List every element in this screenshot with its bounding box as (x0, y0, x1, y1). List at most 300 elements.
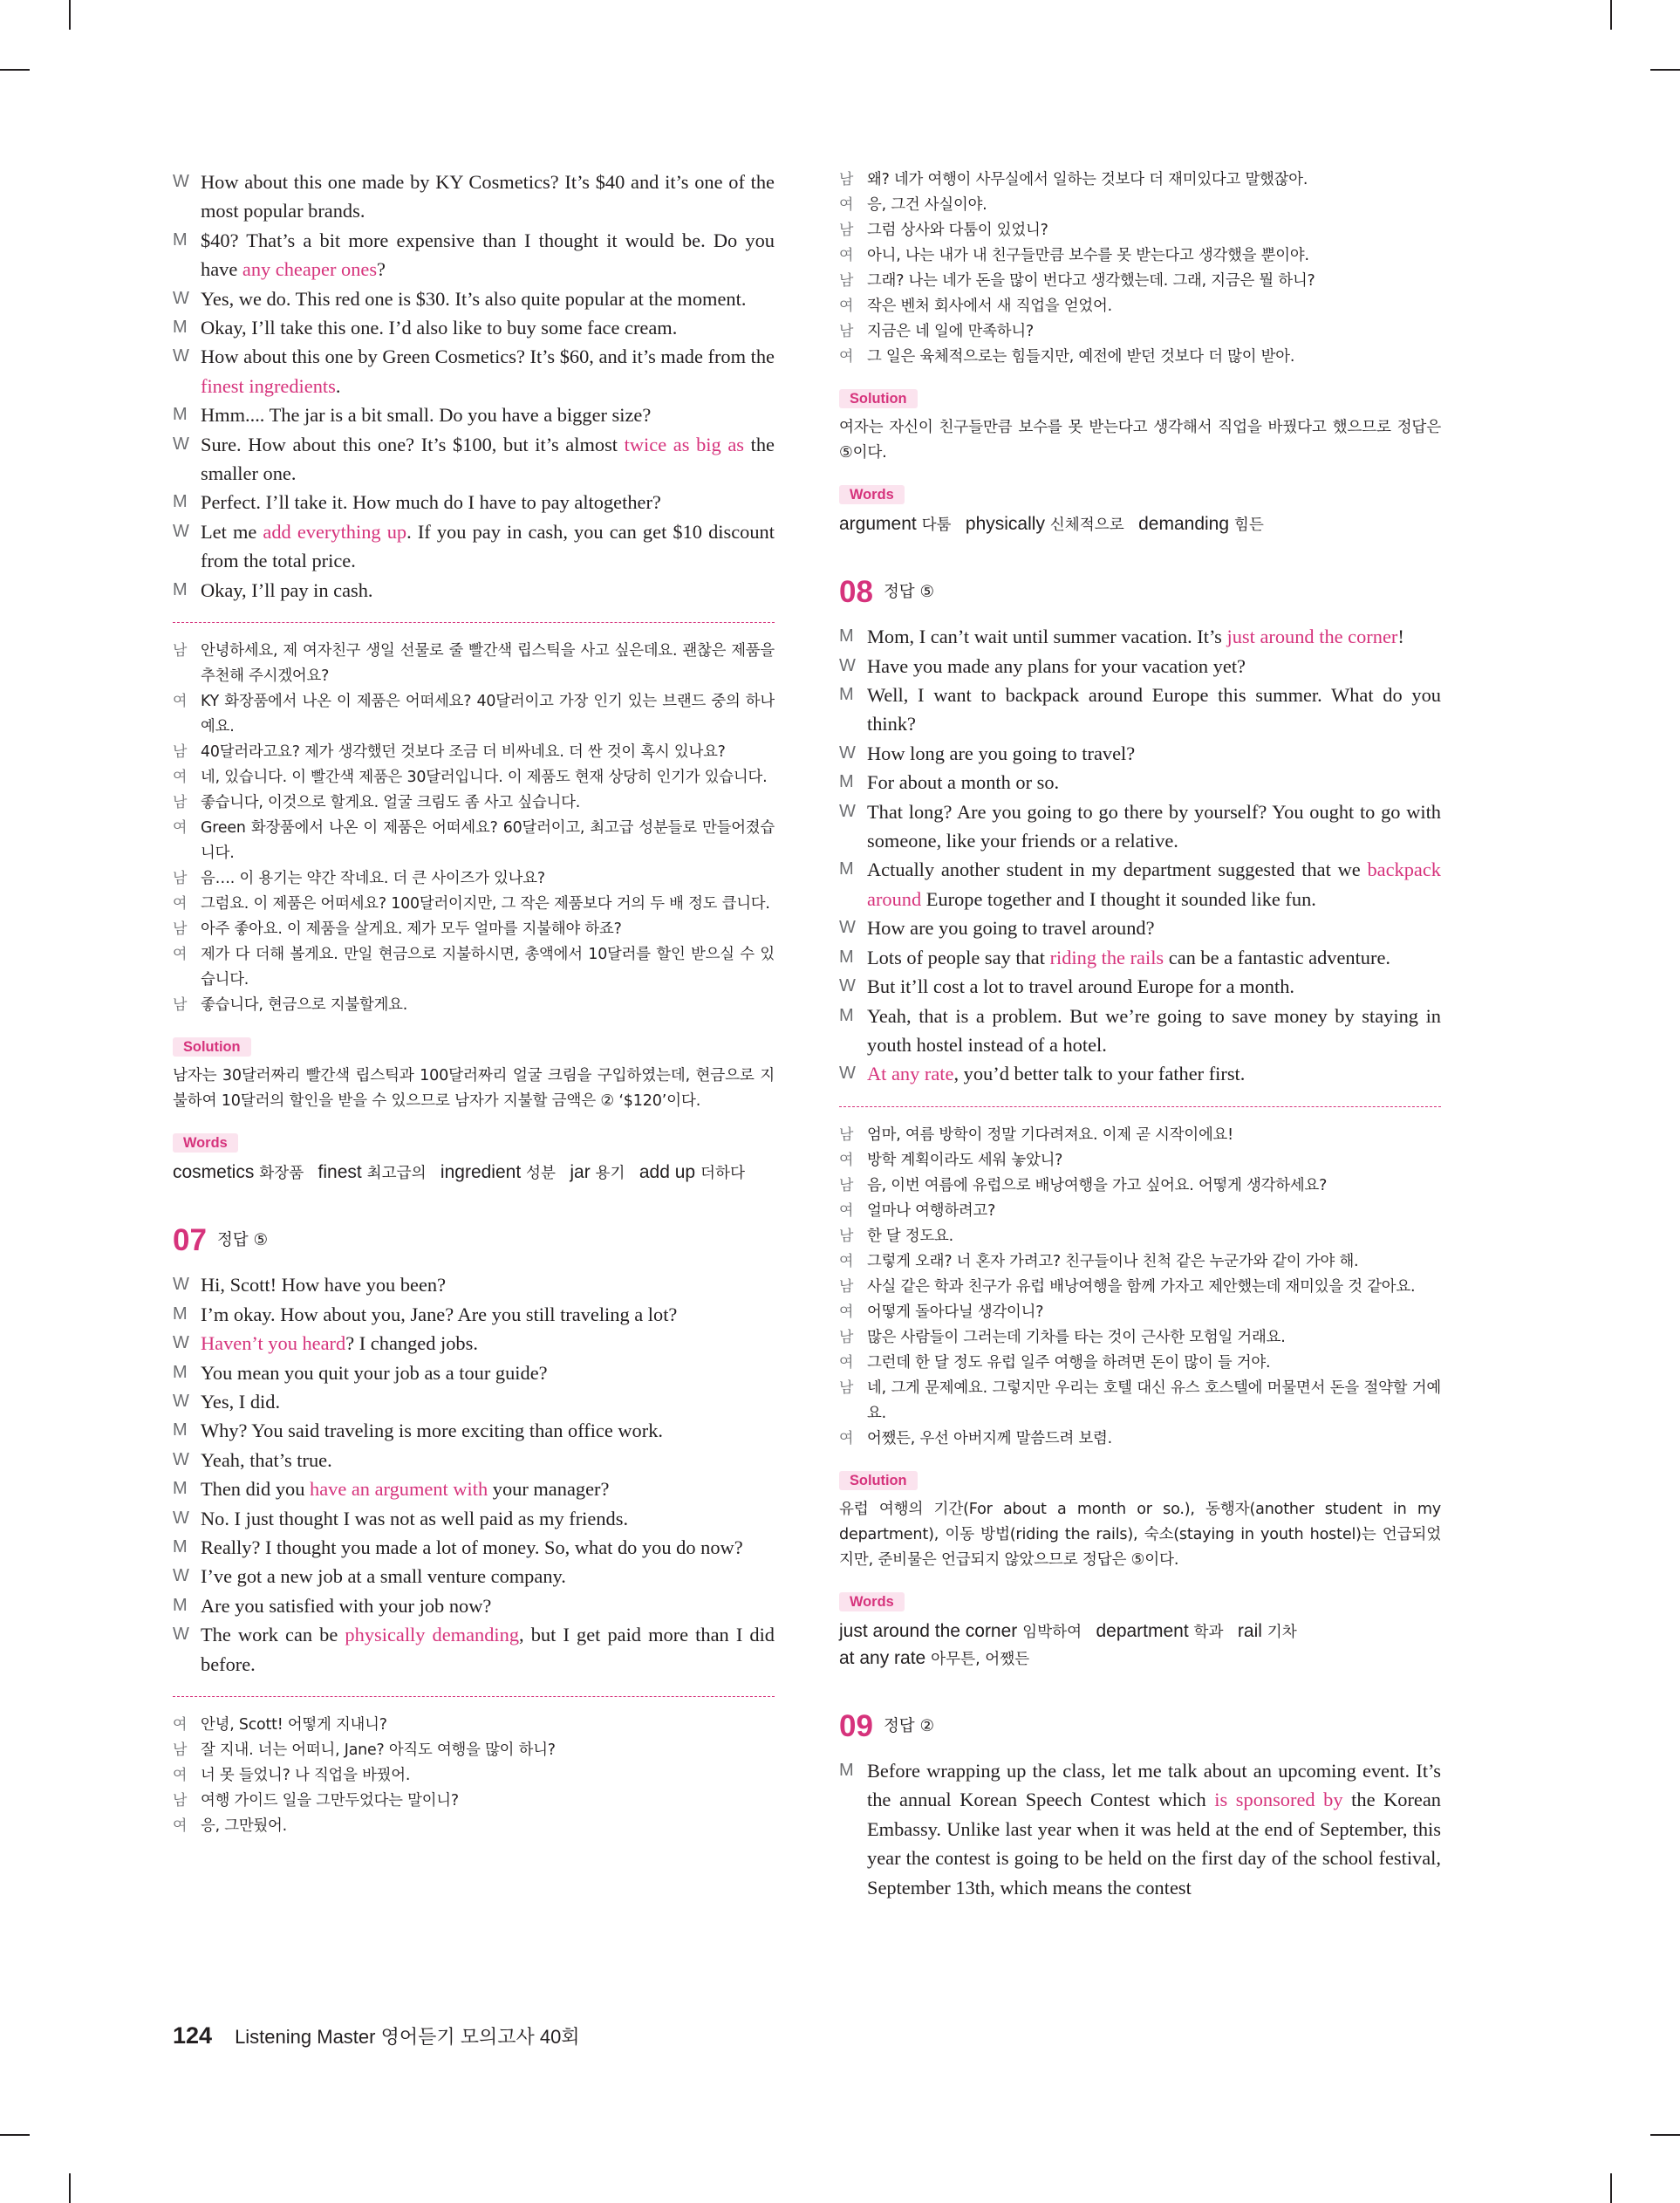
speaker-label: W (839, 742, 856, 763)
translation-text: 여행 가이드 일을 그만두었다는 말이니? (201, 1792, 459, 1810)
speaker-label: W (839, 918, 856, 938)
translation-text: 네, 그게 문제예요. 그렇지만 우리는 호텔 대신 유스 호스텔에 머물면서 돈을 절약할 거예요. (867, 1379, 1441, 1422)
translation-text: 그래? 나는 네가 돈을 많이 번다고 생각했는데. 그래, 지금은 뭘 하니? (867, 272, 1315, 290)
dialogue-text: Lots of people say that (867, 946, 1050, 968)
dialogue-text: Sure. How about this one? It’s $100, but it’s almost (201, 433, 625, 455)
translation-line (173, 1738, 775, 1763)
translation-line (173, 790, 775, 816)
translation-line (173, 816, 775, 866)
speaker-label: W (839, 801, 856, 821)
words-badge: Words (839, 485, 905, 504)
highlighted-phrase: riding the rails (1049, 946, 1164, 968)
word-kr: 아무튼, 어쨌든 (931, 1650, 1030, 1668)
speaker-label: 여 (173, 1817, 188, 1836)
dialogue-q06-continued (173, 168, 775, 605)
words-list (839, 1618, 1441, 1673)
dialogue-line (839, 681, 1441, 739)
dialogue-text: The work can be (201, 1624, 345, 1646)
dialogue-q07 (173, 1270, 775, 1679)
speaker-label: 남 (173, 642, 188, 660)
translation-text: 그럼요. 이 제품은 어떠세요? 100달러이지만, 그 작은 제품보다 거의 두 배 정도 큽니다. (201, 895, 770, 913)
dialogue-line (839, 943, 1441, 972)
translation-line (839, 1300, 1441, 1325)
speaker-label: 남 (839, 171, 854, 188)
speaker-label: W (173, 1508, 189, 1528)
speaker-label: M (839, 1005, 854, 1025)
word-en: rail (1237, 1620, 1262, 1641)
word-kr: 임박하여 (1022, 1623, 1082, 1641)
speaker-label: 여 (839, 1201, 854, 1220)
speaker-label: M (839, 685, 854, 705)
highlighted-phrase: Haven’t you heard (201, 1332, 346, 1355)
dialogue-text: Okay, I’ll pay in cash. (201, 578, 373, 601)
highlighted-phrase: finest ingredients (201, 374, 336, 397)
translation-q07-part1 (173, 1713, 775, 1839)
highlighted-phrase: twice as big as (624, 433, 744, 455)
dialogue-text: ! (1397, 626, 1404, 648)
speaker-label: M (173, 1420, 188, 1440)
solution-badge: Solution (839, 1471, 918, 1490)
speaker-label: W (173, 346, 189, 366)
translation-text: 얼마나 여행하려고? (867, 1201, 996, 1220)
translation-text: 응, 그만뒀어. (201, 1817, 287, 1836)
crop-mark (1610, 0, 1612, 30)
dialogue-line (173, 226, 775, 284)
speaker-label: W (173, 1391, 189, 1411)
dialogue-text: Have you made any plans for your vacation yet? (867, 654, 1246, 677)
speaker-label: 여 (173, 895, 188, 913)
solution-section (839, 370, 1441, 466)
speaker-label: W (173, 1566, 189, 1586)
highlighted-phrase: physically demanding (345, 1624, 520, 1646)
word-en: add up (639, 1162, 696, 1183)
dialogue-line (173, 488, 775, 517)
translation-line (173, 1789, 775, 1814)
page-footer (173, 2022, 580, 2049)
dialogue-text: Hmm.... The jar is a bit small. Do you have a bigger size? (201, 404, 652, 427)
speaker-label: 여 (839, 196, 854, 214)
highlighted-phrase: is sponsored by (1214, 1789, 1343, 1811)
speaker-label: W (173, 1333, 189, 1353)
answer-label: 정답 ② (883, 1716, 935, 1735)
dialogue-text: Mom, I can’t wait until summer vacation. It’s (867, 626, 1227, 648)
speaker-label: W (839, 976, 856, 996)
highlighted-phrase: At any rate (867, 1063, 954, 1085)
dialogue-text: the Korean Embassy. Unlike last year when it was held at the end of September, this year the contest is going to be held on the first day of the school festival, September 13th, which means the contest (867, 1789, 1442, 1899)
translation-line (173, 1814, 775, 1839)
translation-q06 (173, 639, 775, 1018)
translation-line (839, 1123, 1441, 1148)
speaker-label: 남 (839, 1176, 854, 1194)
speaker-label: M (173, 1595, 188, 1615)
translation-line (173, 993, 775, 1018)
speaker-label: 여 (839, 247, 854, 264)
translation-line (173, 765, 775, 790)
words-line (839, 511, 1441, 538)
word-kr: 기차 (1267, 1623, 1297, 1641)
translation-line (839, 269, 1441, 294)
speaker-label: 남 (839, 272, 854, 290)
dialogue-line (173, 1329, 775, 1358)
translation-line (839, 1325, 1441, 1351)
speaker-label: W (173, 1275, 189, 1295)
word-kr: 더하다 (700, 1165, 745, 1183)
words-list (839, 511, 1441, 538)
dashed-divider (839, 1106, 1441, 1107)
dialogue-text: Let me (201, 520, 263, 543)
word-en: cosmetics (173, 1162, 255, 1183)
solution-text: 남자는 30달러짜리 빨간색 립스틱과 100달러짜리 얼굴 크림을 구입하였는데, 현금으로 지불하여 10달러의 할인을 받을 수 있으므로 남자가 지불할 금액은 ② ‘$120’이다. (173, 1067, 775, 1111)
translation-line (839, 1426, 1441, 1452)
speaker-label: M (173, 492, 188, 512)
translation-line (839, 193, 1441, 218)
question-header-08 (839, 573, 1441, 612)
word-kr: 화장품 (259, 1165, 304, 1183)
word-kr: 학과 (1193, 1623, 1224, 1641)
speaker-label: 남 (173, 1792, 188, 1810)
translation-text: 그 일은 육체적으로는 힘들지만, 예전에 받던 것보다 더 많이 받아. (867, 348, 1295, 366)
dialogue-text: Yeah, that’s true. (201, 1448, 332, 1471)
translation-text: 엄마, 여름 방학이 정말 기다려져요. 이제 곧 시작이에요! (867, 1125, 1233, 1144)
dialogue-line (173, 1591, 775, 1620)
dialogue-text: For about a month or so. (867, 771, 1060, 794)
speaker-label: W (173, 288, 189, 308)
dialogue-text: How are you going to travel around? (867, 917, 1155, 940)
solution-text: 여자는 자신이 친구들만큼 보수를 못 받는다고 생각해서 직업을 바꿨다고 했으므로 정답은 ⑤이다. (839, 419, 1441, 462)
translation-line (173, 866, 775, 892)
speaker-label: 남 (839, 222, 854, 239)
crop-mark (1650, 2134, 1680, 2136)
dialogue-text: the smaller one. (201, 433, 775, 485)
crop-mark (0, 69, 30, 71)
dialogue-text: Well, I want to backpack around Europe this summer. What do you think? (867, 684, 1441, 735)
words-badge: Words (173, 1133, 238, 1153)
speaker-label: 여 (839, 1353, 854, 1372)
speaker-label: 여 (173, 819, 188, 838)
speaker-label: 남 (173, 794, 188, 812)
dialogue-line (173, 168, 775, 226)
dialogue-text: You mean you quit your job as a tour guide? (201, 1361, 548, 1384)
translation-text: KY 화장품에서 나온 이 제품은 어떠세요? 40달러이고 가장 인기 있는 브랜드 중의 하나예요. (201, 693, 775, 736)
solution-badge: Solution (839, 389, 918, 408)
dialogue-text: How long are you going to travel? (867, 742, 1136, 764)
dialogue-line (173, 1416, 775, 1445)
dialogue-text: Are you satisfied with your job now? (201, 1594, 492, 1617)
translation-line (173, 639, 775, 689)
word-en: just around the corner (839, 1620, 1018, 1641)
dialogue-line (839, 622, 1441, 651)
speaker-label: M (173, 1362, 188, 1382)
words-line (839, 1618, 1441, 1645)
speaker-label: M (173, 1303, 188, 1324)
speaker-label: M (839, 772, 854, 792)
dashed-divider (173, 1696, 775, 1697)
highlighted-phrase: backpack around (867, 859, 1441, 910)
left-column (173, 168, 775, 1839)
dialogue-line (173, 576, 775, 605)
speaker-label: W (173, 1449, 189, 1469)
solution-section (173, 1018, 775, 1114)
speaker-label: W (173, 172, 189, 191)
question-header-07 (173, 1221, 775, 1260)
speaker-label: 남 (173, 920, 188, 939)
speaker-label: 여 (173, 693, 188, 711)
translation-text: 어떻게 돌아다닐 생각이니? (867, 1303, 1044, 1321)
dialogue-line (173, 1533, 775, 1562)
translation-text: Green 화장품에서 나온 이 제품은 어떠세요? 60달러이고, 최고급 성분들로 만들어졌습니다. (201, 819, 775, 863)
crop-mark (0, 2134, 30, 2136)
speaker-label: M (839, 626, 854, 647)
translation-line (839, 345, 1441, 370)
speaker-label: 여 (173, 946, 188, 964)
translation-text: 사실 같은 학과 친구가 유럽 배낭여행을 함께 가자고 제안했는데 재미있을 것 같아요. (867, 1277, 1416, 1296)
dialogue-text: $40? That’s a bit more expensive than I thought it would be. Do you have (201, 229, 775, 281)
translation-q08 (839, 1123, 1441, 1452)
dialogue-text: Then did you (201, 1478, 310, 1501)
page-number: 124 (173, 2022, 213, 2049)
dialogue-text: How about this one made by KY Cosmetics? It’s $40 and it’s one of the most popular brands. (201, 171, 775, 222)
highlighted-phrase: any cheaper ones (242, 258, 378, 281)
word-kr: 최고급의 (366, 1165, 427, 1183)
speaker-label: 여 (173, 769, 188, 787)
speaker-label: W (173, 521, 189, 541)
translation-text: 응, 그건 사실이야. (867, 196, 987, 214)
translation-line (173, 1763, 775, 1789)
solution-section (839, 1452, 1441, 1573)
word-kr: 힘든 (1233, 517, 1264, 534)
dialogue-line (173, 342, 775, 400)
dialogue-line (839, 855, 1441, 913)
translation-line (839, 218, 1441, 243)
translation-text: 아주 좋아요. 이 제품을 살게요. 제가 모두 얼마를 지불해야 하죠? (201, 920, 622, 939)
translation-text: 음, 이번 여름에 유럽으로 배낭여행을 가고 싶어요. 어떻게 생각하세요? (867, 1176, 1328, 1194)
dialogue-line (173, 313, 775, 342)
speaker-label: 여 (839, 1429, 854, 1447)
dialogue-text: Yes, we do. This red one is $30. It’s also quite popular at the moment. (201, 287, 747, 310)
word-en: argument (839, 514, 917, 534)
dialogue-line (173, 1474, 775, 1503)
dialogue-line (839, 1002, 1441, 1060)
translation-text: 40달러라고요? 제가 생각했던 것보다 조금 더 비싸네요. 더 싼 것이 혹시 있나요? (201, 743, 726, 762)
solution-text: 유럽 여행의 기간(For about a month or so.), 동행자(another student in my department), 이동 방법(riding the rails), 숙소(staying in youth hostel)는 언급되었지만, 준비물은 언급되지 않았으므로 정답은 ⑤이다. (839, 1500, 1441, 1569)
words-section (173, 1114, 775, 1187)
translation-line (839, 294, 1441, 319)
translation-text: 어쨌든, 우선 아버지께 말씀드려 보렴. (867, 1429, 1112, 1447)
dialogue-text: Why? You said traveling is more exciting than office work. (201, 1420, 664, 1442)
translation-line (839, 1376, 1441, 1426)
dialogue-line (173, 1620, 775, 1679)
translation-text: 그럼 상사와 다툼이 있었니? (867, 222, 1048, 239)
dialogue-text: your manager? (488, 1478, 610, 1501)
crop-mark (69, 2173, 71, 2203)
speaker-label: 남 (839, 323, 854, 340)
speaker-label: 여 (839, 348, 854, 366)
translation-text: 음…. 이 용기는 약간 작네요. 더 큰 사이즈가 있나요? (201, 870, 545, 888)
crop-mark (1610, 2173, 1612, 2203)
speaker-label: 남 (839, 1125, 854, 1144)
speaker-label: M (173, 1479, 188, 1499)
dialogue-text: How about this one by Green Cosmetics? It’s $60, and it’s made from the (201, 346, 775, 368)
question-number: 09 (839, 1708, 873, 1743)
book-title: Listening Master 영어듣기 모의고사 40회 (235, 2026, 580, 2048)
highlighted-phrase: just around the corner (1226, 626, 1398, 648)
dialogue-text: can be a fantastic adventure. (1164, 946, 1390, 968)
translation-text: 지금은 네 일에 만족하니? (867, 323, 1035, 340)
speaker-label: M (173, 1536, 188, 1556)
speaker-label: M (173, 318, 188, 338)
dialogue-text: Europe together and I thought it sounded like fun. (921, 887, 1316, 910)
word-en: jar (570, 1162, 591, 1183)
translation-text: 왜? 네가 여행이 사무실에서 일하는 것보다 더 재미있다고 말했잖아. (867, 171, 1308, 188)
dialogue-text: Perfect. I’ll take it. How much do I have to pay altogether? (201, 491, 661, 514)
dialogue-text: Before wrapping up the class, let me talk about an upcoming event. It’s the annual Korean Speech Contest which (867, 1759, 1441, 1811)
word-en: physically (965, 514, 1045, 534)
dialogue-text: I’ve got a new job at a small venture company. (201, 1565, 566, 1588)
dialogue-line (173, 517, 775, 576)
speaker-label: W (839, 655, 856, 675)
speaker-label: 남 (173, 996, 188, 1015)
dialogue-text: That long? Are you going to go there by yourself? You ought to go with someone, like your friends or a relative. (867, 800, 1441, 852)
dialogue-line (173, 1387, 775, 1416)
dialogue-line (173, 1358, 775, 1387)
speaker-label: W (173, 434, 189, 454)
answer-label: 정답 ⑤ (216, 1231, 269, 1250)
dialogue-text: , but I get paid more than I did before. (201, 1624, 775, 1675)
translation-text: 안녕하세요, 제 여자친구 생일 선물로 줄 빨간색 립스틱을 사고 싶은데요. 괜찮은 제품을 추천해 주시겠어요? (201, 642, 775, 686)
dialogue-text: ? I changed jobs. (345, 1332, 478, 1355)
dialogue-text: , you’d better talk to your father first. (953, 1063, 1246, 1085)
crop-mark (69, 0, 71, 30)
translation-text: 많은 사람들이 그러는데 기차를 타는 것이 근사한 모험일 거래요. (867, 1328, 1286, 1346)
dialogue-line (173, 430, 775, 489)
translation-text: 방학 계획이라도 세워 놓았니? (867, 1151, 1063, 1169)
dialogue-q08 (839, 622, 1441, 1089)
solution-badge: Solution (173, 1037, 251, 1057)
dialogue-text: Yeah, that is a problem. But we’re going to save money by staying in youth hostel instead of a hotel. (867, 1004, 1441, 1056)
speaker-label: M (839, 1760, 854, 1780)
translation-text: 좋습니다, 현금으로 지불할게요. (201, 996, 408, 1015)
word-kr: 용기 (595, 1165, 625, 1183)
translation-line (173, 917, 775, 942)
translation-text: 잘 지내. 너는 어떠니, Jane? 아직도 여행을 많이 하니? (201, 1741, 556, 1760)
speaker-label: 남 (839, 1379, 854, 1397)
word-kr: 다툼 (921, 517, 952, 534)
dialogue-text: I’m okay. How about you, Jane? Are you still traveling a lot? (201, 1303, 678, 1325)
translation-line (839, 1275, 1441, 1300)
translation-text: 그런데 한 달 정도 유럽 일주 여행을 하려면 돈이 많이 들 거야. (867, 1353, 1271, 1372)
translation-text: 아니, 나는 내가 내 친구들만큼 보수를 못 받는다고 생각했을 뿐이야. (867, 247, 1309, 264)
dashed-divider (173, 622, 775, 623)
dialogue-line (173, 1562, 775, 1591)
translation-text: 작은 벤처 회사에서 새 직업을 얻었어. (867, 298, 1112, 315)
words-line (173, 1160, 775, 1187)
speaker-label: M (173, 229, 188, 250)
dialogue-line (173, 1300, 775, 1329)
speaker-label: 남 (173, 870, 188, 888)
translation-text: 한 달 정도요. (867, 1227, 953, 1245)
dialogue-line (839, 972, 1441, 1001)
dialogue-text: . If you pay in cash, you can get $10 discount from the total price. (201, 520, 775, 572)
translation-text: 그렇게 오래? 너 혼자 가려고? 친구들이나 친척 같은 누군가와 같이 가야 해. (867, 1252, 1359, 1270)
word-en: at any rate (839, 1647, 926, 1668)
question-header-09 (839, 1707, 1441, 1746)
speaker-label: 남 (839, 1328, 854, 1346)
translation-line (839, 1351, 1441, 1376)
translation-line (173, 892, 775, 917)
speaker-label: W (173, 1625, 189, 1645)
question-number: 07 (173, 1223, 207, 1258)
dialogue-line (173, 1504, 775, 1533)
translation-text: 좋습니다, 이것으로 할게요. 얼굴 크림도 좀 사고 싶습니다. (201, 794, 581, 812)
word-en: demanding (1138, 514, 1230, 534)
dialogue-text: Really? I thought you made a lot of money. So, what do you do now? (201, 1536, 743, 1558)
dialogue-text: Okay, I’ll take this one. I’d also like to buy some face cream. (201, 317, 678, 339)
dialogue-line (839, 1756, 1441, 1902)
translation-text: 네, 있습니다. 이 빨간색 제품은 30달러입니다. 이 제품도 현재 상당히 인기가 있습니다. (201, 769, 768, 787)
translation-line (173, 1713, 775, 1738)
translation-text: 안녕, Scott! 어떻게 지내니? (201, 1716, 387, 1734)
translation-line (173, 942, 775, 993)
translation-line (839, 243, 1441, 269)
dialogue-line (839, 652, 1441, 681)
word-en: department (1096, 1620, 1189, 1641)
word-kr: 신체적으로 (1049, 517, 1124, 534)
translation-line (839, 1199, 1441, 1224)
dialogue-line (173, 284, 775, 313)
speaker-label: M (173, 405, 188, 425)
right-column (839, 168, 1441, 1902)
translation-text: 제가 다 더해 볼게요. 만일 현금으로 지불하시면, 총액에서 10달러를 할인 받으실 수 있습니다. (201, 946, 775, 989)
speaker-label: 남 (173, 1741, 188, 1760)
word-kr: 성분 (526, 1165, 556, 1183)
dialogue-line (839, 1059, 1441, 1088)
dialogue-text: No. I just thought I was not as well paid as my friends. (201, 1507, 629, 1529)
speaker-label: 남 (173, 743, 188, 762)
answer-label: 정답 ⑤ (883, 583, 935, 601)
speaker-label: 여 (839, 1252, 854, 1270)
dialogue-text: Actually another student in my department suggested that we (867, 859, 1368, 881)
dialogue-text: Hi, Scott! How have you been? (201, 1274, 447, 1296)
translation-q07-part2 (839, 168, 1441, 370)
translation-line (173, 689, 775, 740)
speaker-label: 여 (839, 1303, 854, 1321)
dialogue-text: . (335, 374, 341, 397)
words-section (839, 466, 1441, 538)
crop-mark (1650, 69, 1680, 71)
dialogue-line (839, 768, 1441, 797)
speaker-label: 남 (839, 1227, 854, 1245)
dialogue-text: ? (377, 258, 386, 281)
question-number: 08 (839, 575, 873, 609)
words-badge: Words (839, 1592, 905, 1611)
translation-line (839, 1173, 1441, 1199)
translation-line (839, 319, 1441, 345)
word-en: ingredient (440, 1162, 522, 1183)
words-section (839, 1573, 1441, 1673)
dialogue-line (173, 1446, 775, 1474)
translation-text: 너 못 들었니? 나 직업을 바꿨어. (201, 1767, 411, 1785)
dialogue-line (173, 1270, 775, 1299)
dialogue-text: Yes, I did. (201, 1390, 281, 1413)
speaker-label: 여 (173, 1716, 188, 1734)
word-en: finest (318, 1162, 362, 1183)
dialogue-q09 (839, 1756, 1441, 1902)
speaker-label: M (839, 947, 854, 967)
dialogue-line (839, 913, 1441, 942)
translation-line (839, 1249, 1441, 1275)
words-line (839, 1645, 1441, 1673)
dialogue-line (839, 797, 1441, 856)
